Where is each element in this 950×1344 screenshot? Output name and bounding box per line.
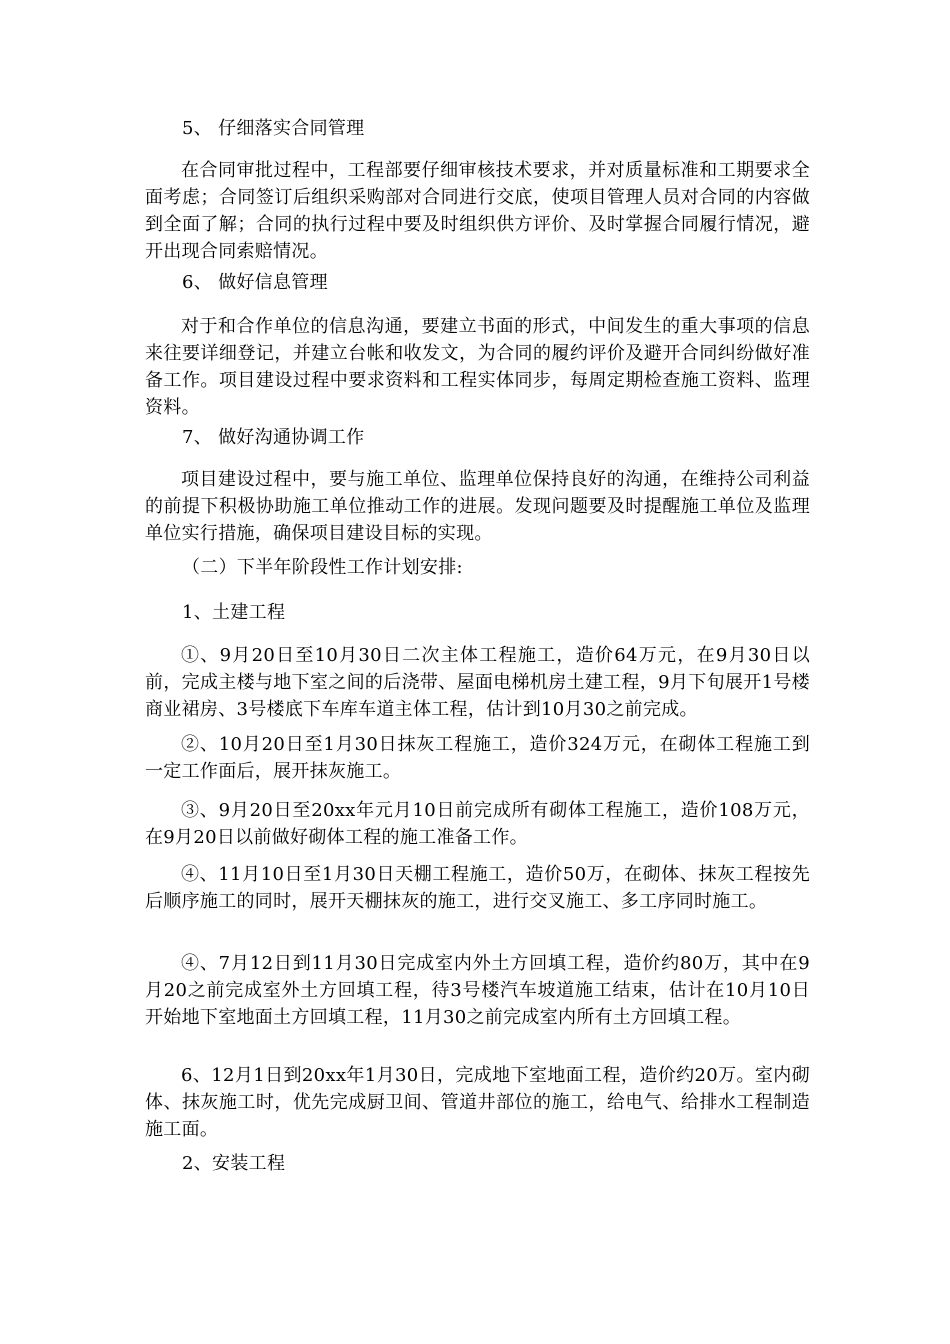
- section-heading-communication: 7、 做好沟通协调工作: [182, 427, 365, 448]
- paragraph-item-6: 6、12月1日到20xx年1月30日，完成地下室地面工程，造价约20万。室内砌体、抹灰施工时，优先完成厨卫间、管道井部位的施工，给电气、给排水工程制造施工面。: [145, 1065, 810, 1140]
- paragraph-communication: 项目建设过程中，要与施工单位、监理单位保持良好的沟通，在维持公司利益的前提下积极协助施工单位推动工作的进展。发现问题要及时提醒施工单位及监理单位实行措施，确保项目建设目标的实现。: [145, 469, 810, 544]
- paragraph-item-3: ③、9月20日至20xx年元月10日前完成所有砌体工程施工，造价108万元，在9月20日以前做好砌体工程的施工准备工作。: [145, 800, 810, 848]
- paragraph-item-2: ②、10月20日至1月30日抹灰工程施工，造价324万元，在砌体工程施工到一定工作面后，展开抹灰施工。: [145, 734, 810, 782]
- section-heading-information-management: 6、 做好信息管理: [182, 272, 328, 293]
- paragraph-contract-management: 在合同审批过程中，工程部要仔细审核技术要求，并对质量标准和工期要求全面考虑；合同签订后组织采购部对合同进行交底，使项目管理人员对合同的内容做到全面了解；合同的执行过程中要及时组织供方评价、及时掌握合同履行情况，避开出现合同索赔情况。: [145, 160, 810, 262]
- section-heading-contract-management: 5、 仔细落实合同管理: [182, 118, 365, 139]
- paragraph-item-5: ④、7月12日到11月30日完成室内外土方回填工程，造价约80万，其中在9月20之前完成室外土方回填工程，待3号楼汽车坡道施工结束，估计在10月10日开始地下室地面土方回填工程，11月30之前完成室内所有土方回填工程。: [145, 953, 810, 1028]
- section-heading-second-half-plan: （二）下半年阶段性工作计划安排:: [182, 557, 463, 578]
- paragraph-item-4: ④、11月10日至1月30日天棚工程施工，造价50万，在砌体、抹灰工程按先后顺序施工的同时，展开天棚抹灰的施工，进行交叉施工、多工序同时施工。: [145, 864, 810, 912]
- subheading-installation-works: 2、安装工程: [182, 1153, 286, 1174]
- paragraph-item-1: ①、9月20日至10月30日二次主体工程施工，造价64万元，在9月30日以前，完成主楼与地下室之间的后浇带、屋面电梯机房土建工程，9月下旬展开1号楼商业裙房、3号楼底下车库车道主体工程，估计到10月30之前完成。: [145, 645, 810, 720]
- paragraph-information-management: 对于和合作单位的信息沟通，要建立书面的形式，中间发生的重大事项的信息来往要详细登记，并建立台帐和收发文，为合同的履约评价及避开合同纠纷做好准备工作。项目建设过程中要求资料和工程实体同步，每周定期检查施工资料、监理资料。: [145, 316, 810, 418]
- subheading-civil-works: 1、土建工程: [182, 602, 286, 623]
